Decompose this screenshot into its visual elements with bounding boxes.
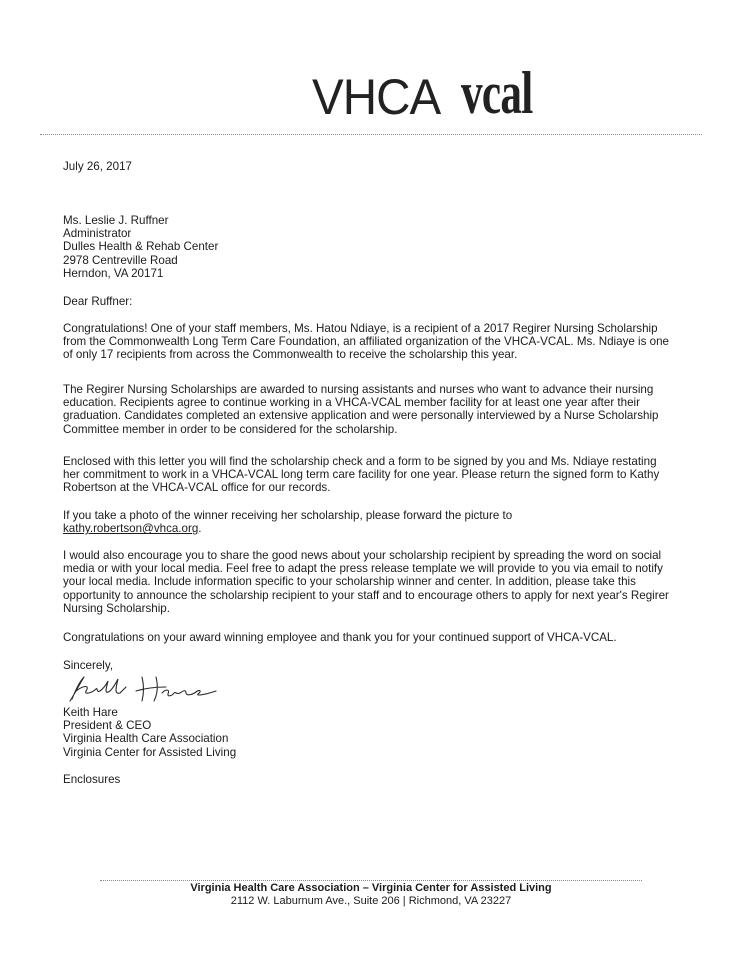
body-paragraph-5: I would also encourage you to share the good news about your scholarship recipient by spreading the word on social media or with your local media. Feel free to adapt the press release template we will provide to you via email to notify your local media. Include information specific to your scholarship winner and center. In addition, please take this opportunity to announce the scholarship recipient to your staff and to encourage others to apply for next year's Regirer Nursing Scholarship. [63,549,669,615]
recipient-name: Ms. Leslie J. Ruffner [63,214,169,227]
photo-request-text: If you take a photo of the winner receiving her scholarship, please forward the picture to [63,509,513,522]
body-paragraph-1: Congratulations! One of your staff members, Ms. Hatou Ndiaye, is a recipient of a 2017 Regirer Nursing Scholarship from the Commonwealth Long Term Care Foundation, an affiliated organization of the VHCA-VCAL. Ms. Ndiaye is one of only 17 recipients from across the Commonwealth to receive the scholarship this year. [63,322,669,362]
body-paragraph-3: Enclosed with this letter you will find the scholarship check and a form to be signed by you and Ms. Ndiaye restating her commitment to work in a VHCA-VCAL long term care facility for one year. Please return the signed form to Kathy Robertson at the VHCA-VCAL office for our records. [63,455,660,495]
recipient-organization: Dulles Health & Rehab Center [63,240,219,254]
recipient-title: Administrator [63,227,132,241]
closing: Sincerely, [63,659,114,672]
letterhead-divider [40,134,702,135]
recipient-city: Herndon, VA 20171 [63,266,164,280]
body-paragraph-2: The Regirer Nursing Scholarships are awarded to nursing assistants and nurses who want to advance their nursing education. Recipients agree to continue working in a VHCA-VCAL member facility for at least one year after their graduation. Candidates completed an extensive application and were personally interviewed by a Nurse Scholarship Committee member in order to be considered for the scholarship. [63,383,659,436]
footer-address: 2112 W. Laburnum Ave., Suite 206 | Richmond, VA 23227 [230,895,512,907]
handwritten-signature [66,671,236,707]
signer-organization-1: Virginia Health Care Association [63,732,229,746]
email-period: . [198,522,202,536]
letterhead-logo [312,50,560,126]
signer-title: President & CEO [63,719,152,733]
email-link[interactable]: kathy.robertson@vhca.org [63,522,199,536]
recipient-street: 2978 Centreville Road [63,253,178,267]
logo-vcal-text: vcal [460,60,533,126]
logo-vhca-text: VHCA [312,69,441,125]
signer-block [63,706,672,759]
letter-footer [0,882,742,908]
enclosures-note: Enclosures [63,773,121,786]
body-paragraph-6: Congratulations on your award winning employee and thank you for your continued support of VHCA-VCAL. [63,631,617,644]
body-paragraph-4 [63,509,672,535]
recipient-address [63,214,672,280]
salutation: Dear Ruffner: [63,295,133,308]
signer-name: Keith Hare [63,706,118,719]
signer-organization-2: Virginia Center for Assisted Living [63,745,237,759]
letter-date: July 26, 2017 [63,160,132,173]
footer-divider [100,880,642,881]
footer-organization: Virginia Health Care Association – Virginia Center for Assisted Living [190,882,552,894]
